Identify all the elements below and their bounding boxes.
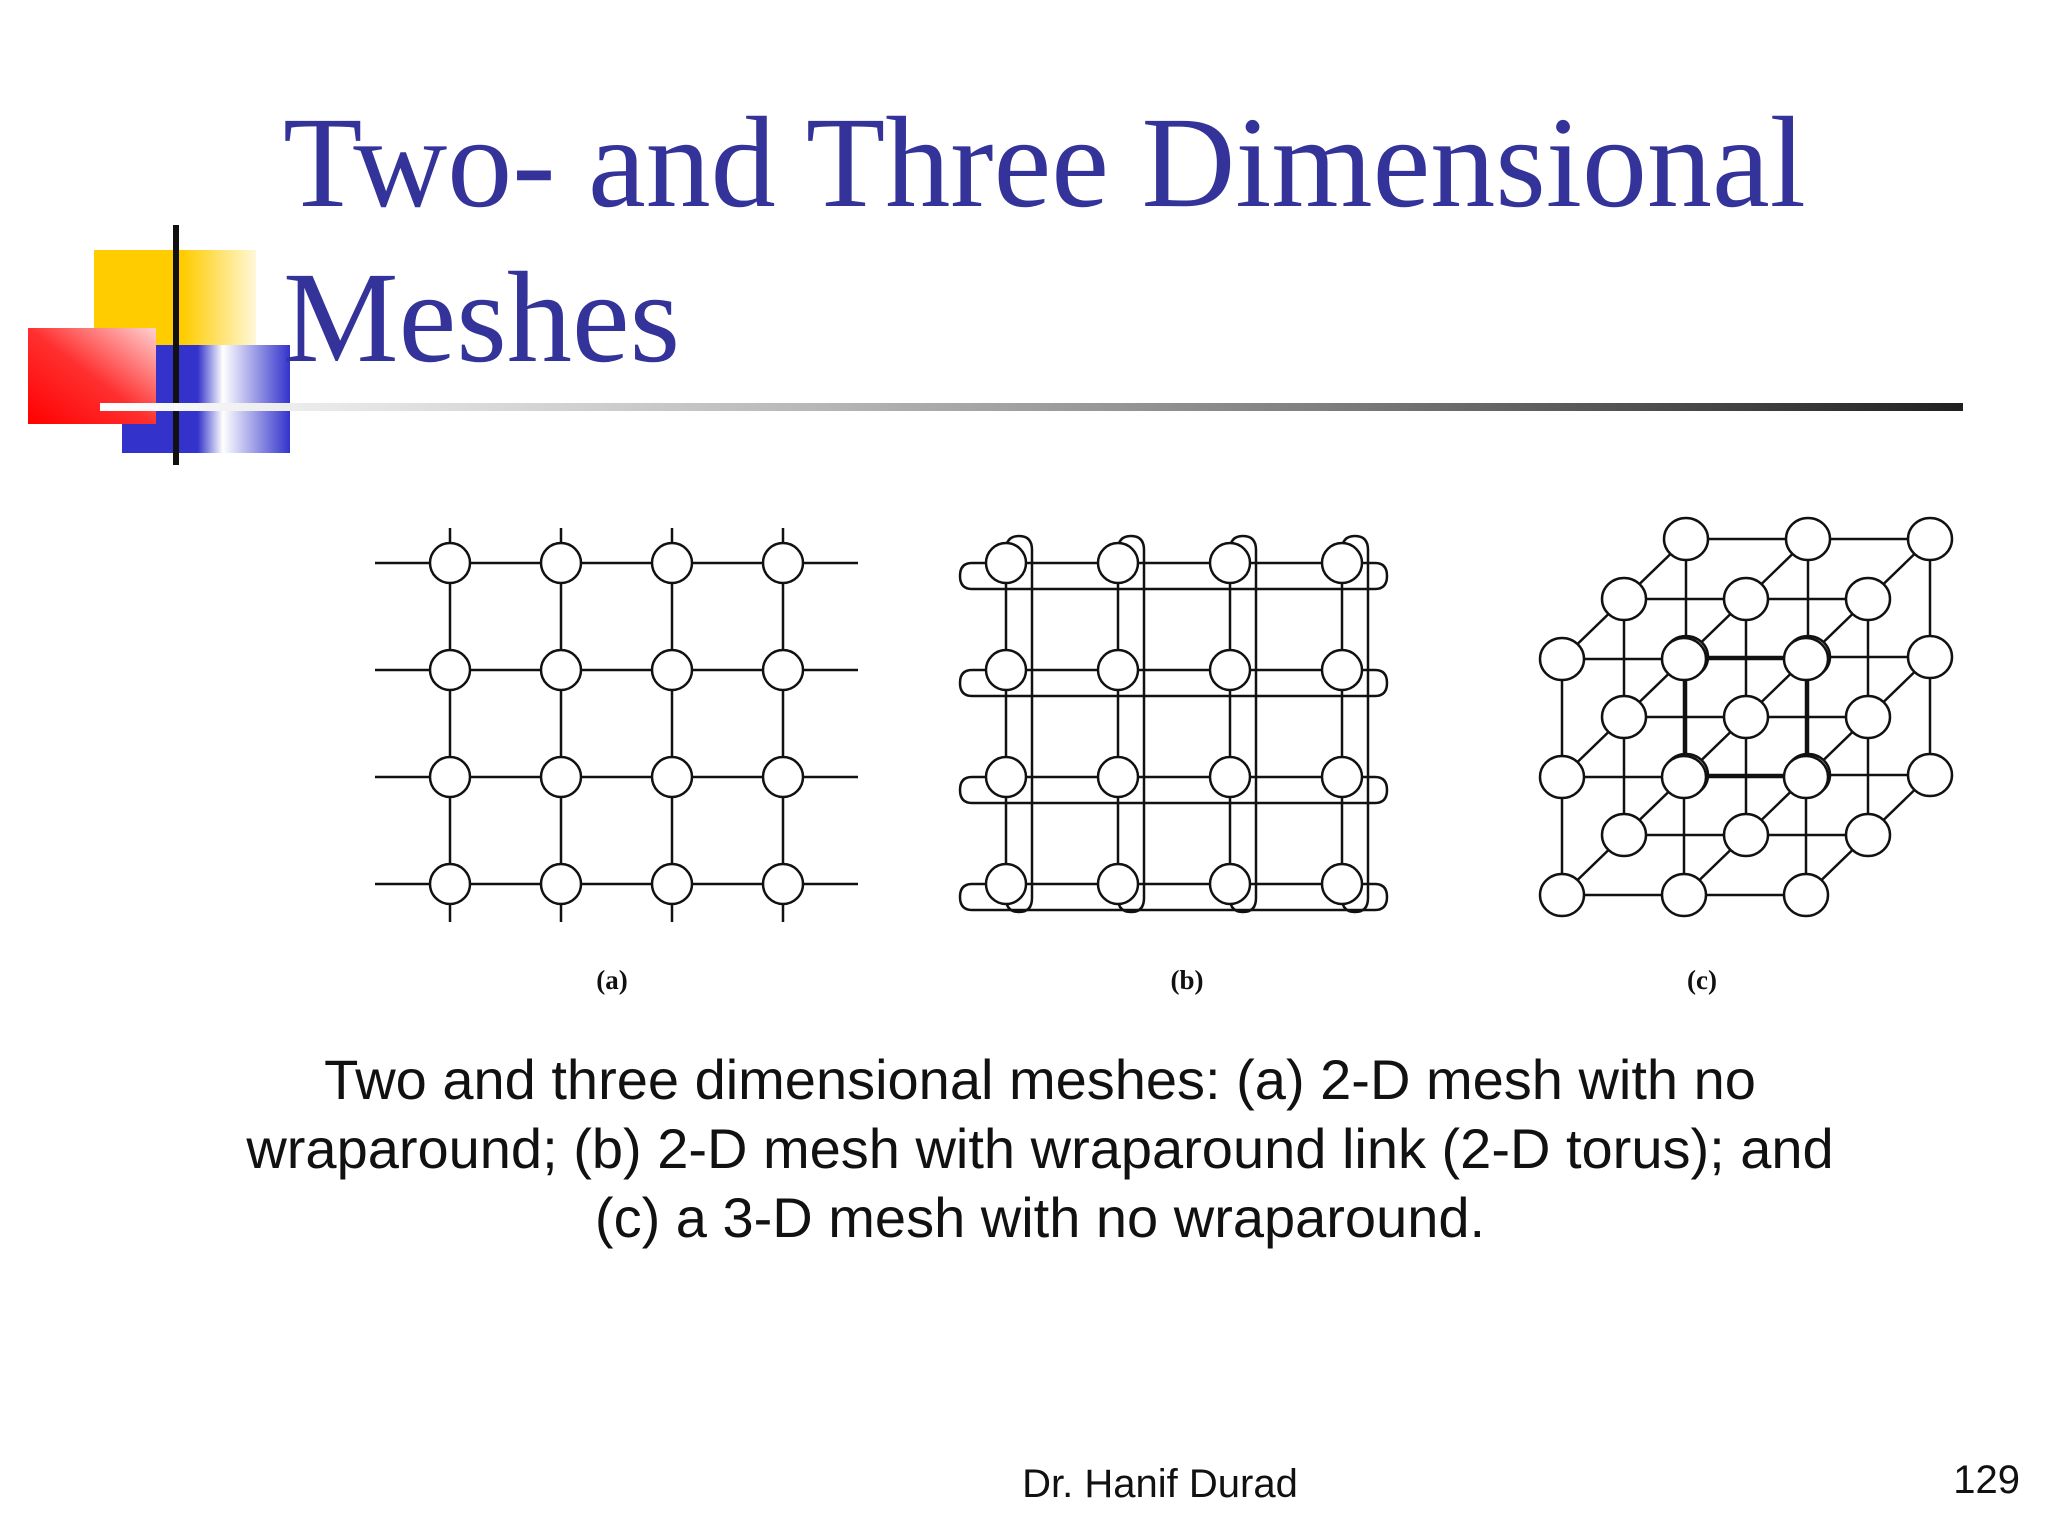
torus-col-wrap-link [1118,536,1144,912]
mesh-node [541,864,581,904]
mesh3d-node [1724,814,1768,856]
mesh3d-node [1724,578,1768,620]
caption-line-2: wraparound; (b) 2-D mesh with wraparound link (2-D torus); and [246,1117,1834,1180]
mesh-node [652,757,692,797]
torus-node [1322,757,1362,797]
mesh-node [652,650,692,690]
title-line-1: Two- and Three Dimensional [283,91,1806,235]
torus-node [1098,864,1138,904]
torus-node [1210,650,1250,690]
torus-node [1322,864,1362,904]
mesh3d-node [1602,696,1646,738]
title-line-2: Meshes [283,246,681,390]
mesh3d-node [1662,638,1706,680]
figure-c-3d-mesh [1540,518,1952,916]
mesh-node [430,757,470,797]
mesh3d-node [1540,874,1584,916]
figure-label-a: (a) [596,965,628,995]
torus-node [1098,650,1138,690]
mesh3d-node [1908,636,1952,678]
mesh3d-node [1784,756,1828,798]
torus-node [986,543,1026,583]
mesh3d-node [1724,696,1768,738]
caption-line-1: Two and three dimensional meshes: (a) 2-D mesh with no [324,1048,1756,1111]
figure-label-c: (c) [1687,965,1717,995]
mesh-node [541,757,581,797]
torus-node [986,757,1026,797]
torus-node [1210,543,1250,583]
torus-node [986,650,1026,690]
mesh-node [541,543,581,583]
mesh3d-node [1662,874,1706,916]
figure-a-2d-mesh [375,528,858,922]
torus-node [1098,543,1138,583]
torus-node [1322,543,1362,583]
torus-node [1322,650,1362,690]
torus-col-wrap-link [1006,536,1032,912]
mesh-node [763,757,803,797]
mesh-node [430,650,470,690]
torus-node [1098,757,1138,797]
mesh3d-node [1908,518,1952,560]
mesh3d-node [1602,578,1646,620]
mesh-node [763,543,803,583]
mesh3d-node [1540,756,1584,798]
mesh3d-node [1846,814,1890,856]
torus-col-wrap-link [1342,536,1368,912]
figure-caption [160,1045,1920,1252]
mesh-node [763,650,803,690]
figure-b-2d-torus [960,536,1387,912]
torus-col-wrap-link [1230,536,1256,912]
mesh3d-node [1784,874,1828,916]
figure-label-b: (b) [1170,965,1204,995]
mesh3d-node [1664,518,1708,560]
mesh-node [541,650,581,690]
mesh3d-node [1786,518,1830,560]
mesh3d-node [1540,638,1584,680]
mesh3d-node [1602,814,1646,856]
torus-node [1210,864,1250,904]
torus-node [1210,757,1250,797]
mesh-node [652,864,692,904]
mesh3d-node [1662,756,1706,798]
mesh3d-node [1784,638,1828,680]
caption-line-3: (c) a 3-D mesh with no wraparound. [594,1186,1486,1249]
page-number: 129 [1953,1458,2020,1502]
mesh-node [430,543,470,583]
mesh3d-node [1846,578,1890,620]
torus-node [986,864,1026,904]
mesh-node [763,864,803,904]
footer-author: Dr. Hanif Durad [1022,1462,1298,1506]
mesh-node [430,864,470,904]
mesh3d-node [1846,696,1890,738]
mesh3d-node [1908,754,1952,796]
mesh-node [652,543,692,583]
